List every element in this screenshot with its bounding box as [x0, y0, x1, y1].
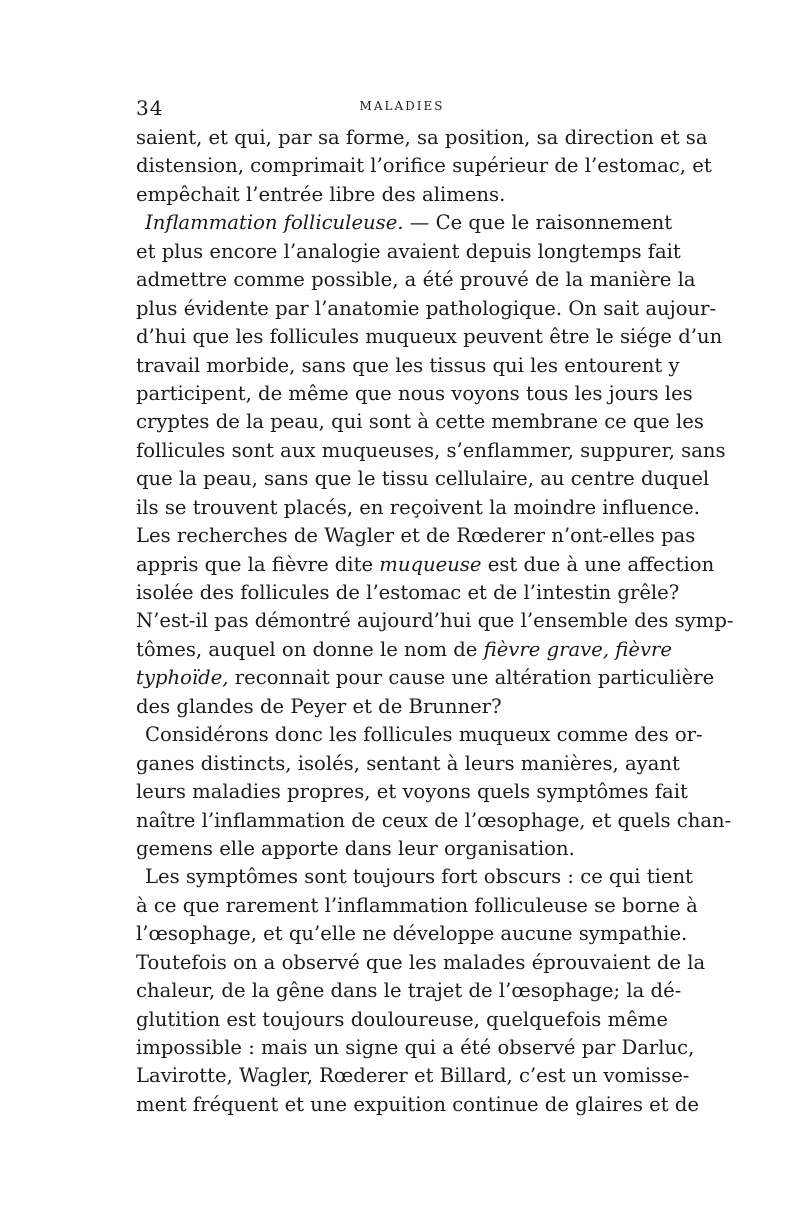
text-line: Toutefois on a observé que les malades éprouvaient de la: [136, 950, 706, 974]
body-text: [136, 124, 734, 1119]
text-line: Les recherches de Wagler et de Rœderer n’ont-elles pas: [136, 524, 696, 548]
text-line: saient, et qui, par sa forme, sa position, sa direction et sa: [136, 126, 708, 149]
italic-term: Inflammation folliculeuse.: [145, 211, 404, 235]
text-line: glutition est toujours douloureuse, quelquefois même: [136, 1007, 668, 1031]
text-line: participent, de même que nous voyons tous les jours les: [136, 381, 693, 405]
text-line: [136, 636, 672, 664]
text-line: [136, 664, 715, 692]
text-line: ment fréquent et une expuition continue de glaires et de: [136, 1092, 700, 1116]
text-line: leurs maladies propres, et voyons quels symptômes fait: [136, 780, 688, 804]
italic-term: typhoïde,: [136, 666, 229, 690]
text-line: plus évidente par l’anatomie pathologique. On sait aujour-: [136, 296, 717, 320]
text-line: empêchait l’entrée libre des alimens.: [136, 182, 506, 206]
text-line: [136, 209, 673, 237]
running-title: MALADIES: [359, 99, 445, 113]
text-run: tômes, auquel on donne le nom de: [136, 637, 484, 661]
text-line: follicules sont aux muqueuses, s’enflammer, suppurer, sans: [136, 438, 726, 462]
text-line: N’est-il pas démontré aujourd’hui que l’ensemble des symp-: [136, 609, 734, 633]
text-line: cryptes de la peau, qui sont à cette membrane ce que les: [136, 410, 704, 434]
text-line: admettre comme possible, a été prouvé de la manière la: [136, 268, 696, 292]
text-line: d’hui que les follicules muqueux peuvent être le siége d’un: [136, 325, 723, 349]
text-line: ganes distincts, isolés, sentant à leurs manières, ayant: [136, 751, 680, 775]
text-line: chaleur, de la gêne dans le trajet de l’œsophage; la dé-: [136, 979, 682, 1003]
text-line: l’œsophage, et qu’elle ne développe aucune sympathie.: [136, 922, 688, 946]
text-line: gemens elle apporte dans leur organisation.: [136, 836, 575, 860]
text-line: Lavirotte, Wagler, Rœderer et Billard, c’est un vomisse-: [136, 1064, 690, 1088]
italic-term: fièvre grave, fièvre: [483, 637, 672, 661]
text-run: appris que la fièvre dite: [136, 552, 380, 576]
text-line: [136, 551, 715, 579]
text-line: isolée des follicules de l’estomac et de l’intestin grêle?: [136, 581, 680, 604]
text-line: des glandes de Peyer et de Brunner?: [136, 694, 502, 718]
text-line: distension, comprimait l’orifice supérieur de l’estomac, et: [136, 154, 712, 178]
page-number: 34: [136, 96, 164, 120]
text-run: est due à une affection: [481, 552, 715, 576]
text-line: Les symptômes sont toujours fort obscurs : ce qui tient: [145, 865, 693, 889]
text-line: naître l’inflammation de ceux de l’œsophage, et quels chan-: [136, 808, 732, 832]
text-run: — Ce que le raisonnement: [403, 211, 673, 235]
text-line: travail morbide, sans que les tissus qui les entourent y: [136, 353, 680, 377]
text-run: reconnait pour cause une altération particulière: [228, 666, 715, 690]
text-line: et plus encore l’analogie avaient depuis longtemps fait: [136, 239, 681, 263]
italic-term: muqueuse: [379, 552, 482, 576]
text-line: ils se trouvent placés, en reçoivent la moindre influence.: [136, 495, 700, 519]
text-line: Considérons donc les follicules muqueux comme des or-: [145, 723, 703, 747]
text-line: à ce que rarement l’inflammation folliculeuse se borne à: [136, 893, 698, 917]
page-header: [136, 96, 668, 122]
text-line: impossible : mais un signe qui a été observé par Darluc,: [136, 1036, 695, 1059]
text-line: que la peau, sans que le tissu cellulaire, au centre duquel: [136, 467, 710, 491]
